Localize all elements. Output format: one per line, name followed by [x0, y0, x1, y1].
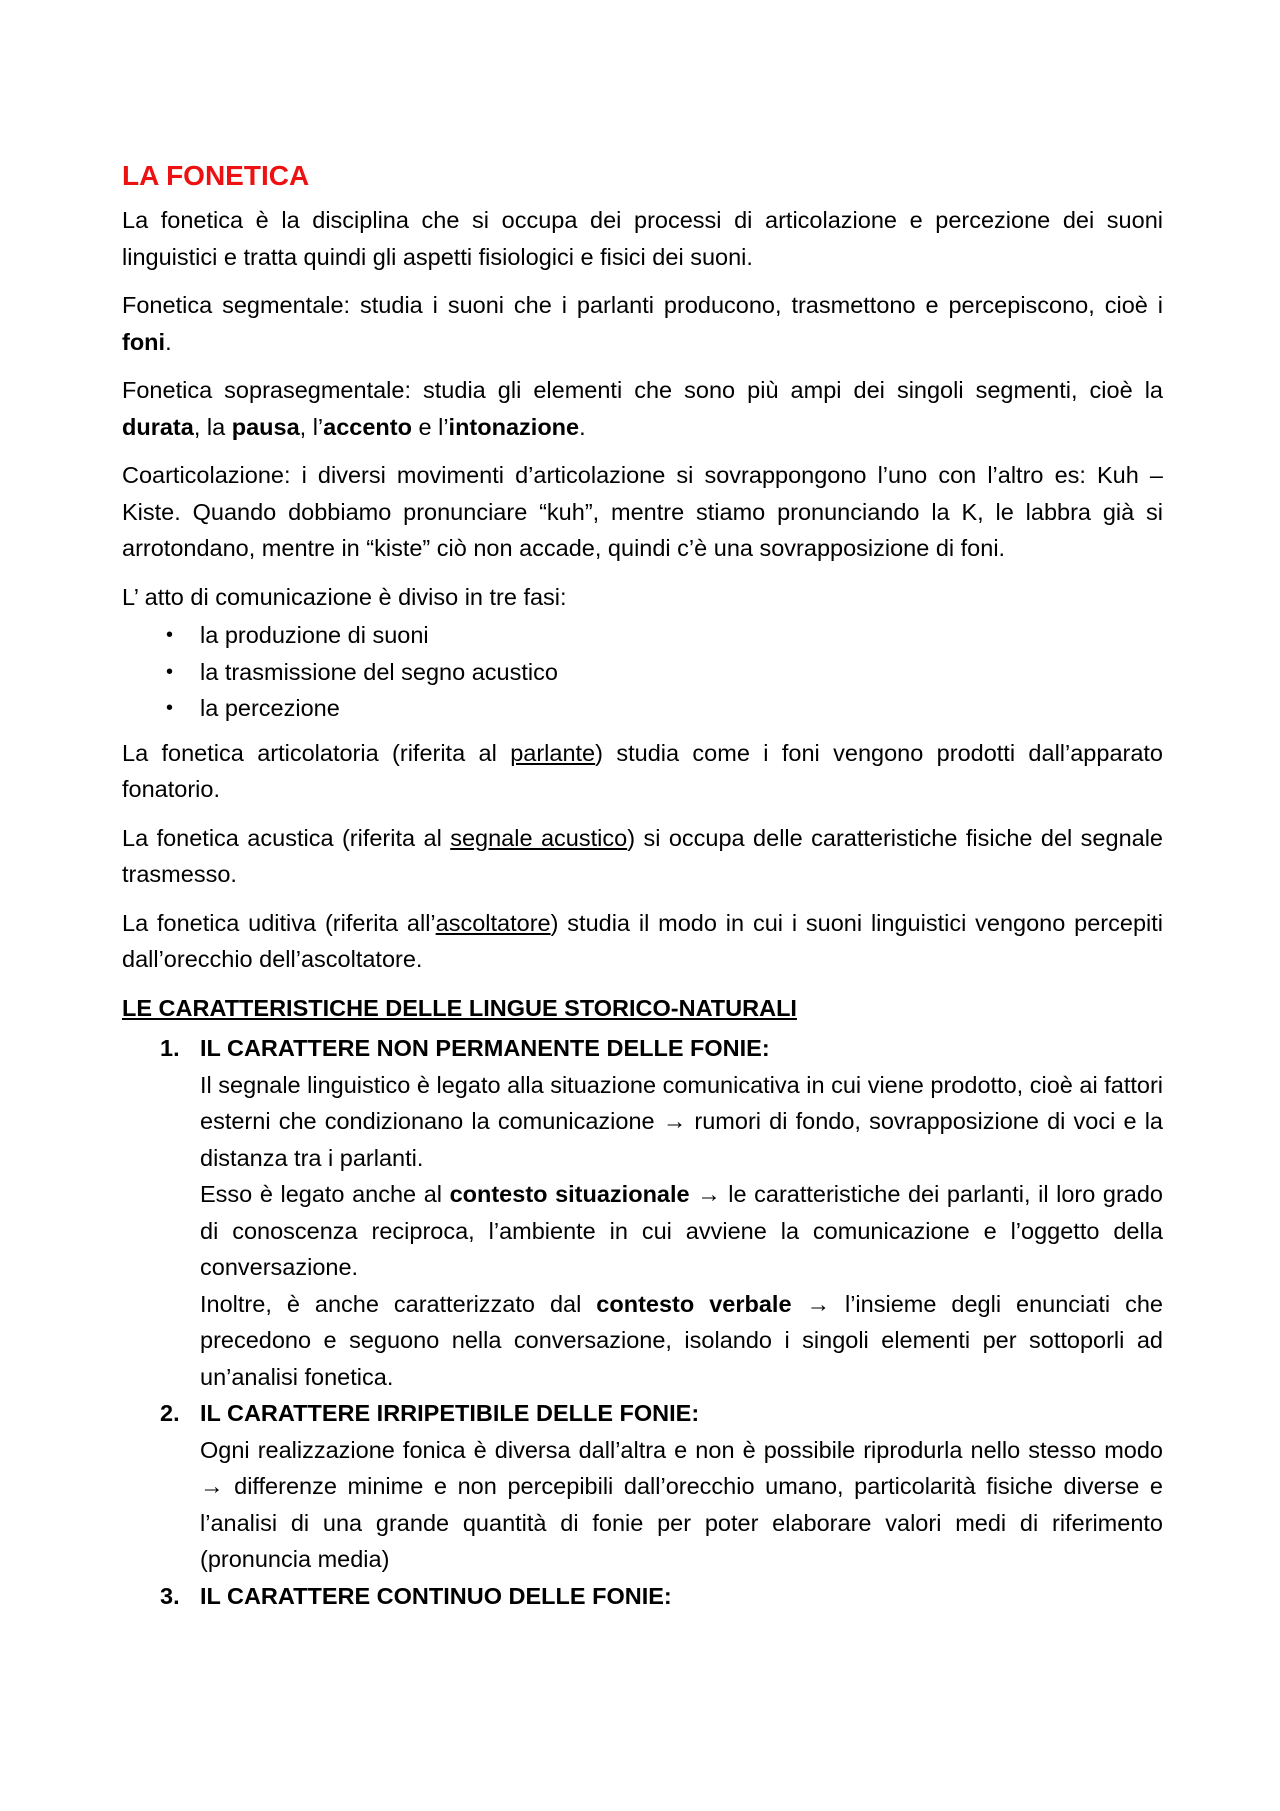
text: .	[579, 413, 586, 440]
text: ) studia come i foni vengono prodotti dall’apparato fonatorio.	[122, 739, 1164, 802]
list-item	[122, 690, 1163, 727]
bullet-icon: •	[166, 697, 174, 719]
numbered-item	[122, 1395, 1163, 1578]
paragraph-acustica	[122, 820, 1163, 893]
paragraph-atto-comunicazione: L’ atto di comunicazione è diviso in tre fasi:	[122, 583, 567, 610]
bullet-list	[122, 617, 1163, 727]
bullet-icon: •	[166, 660, 174, 683]
item-heading: IL CARATTERE NON PERMANENTE DELLE FONIE:	[200, 1035, 770, 1061]
bold-term-accento: accento	[323, 413, 412, 440]
page-title: LA FONETICA	[122, 160, 310, 191]
text: ) studia il modo in cui i suoni linguistici vengono percepiti dall’orecchio dell’ascoltatore.	[122, 909, 1163, 972]
paragraph-articolatoria	[122, 735, 1163, 808]
item-heading: IL CARATTERE IRRIPETIBILE DELLE FONIE:	[200, 1400, 700, 1426]
bold-term-pausa: pausa	[231, 413, 300, 440]
item-body	[200, 1286, 1163, 1396]
underlined-term-parlante: parlante	[510, 739, 596, 766]
paragraph-soprasegmentale	[122, 372, 1163, 445]
text: Fonetica segmentale: studia i suoni che i parlanti producono, trasmettono e percepiscono, cioè i	[122, 292, 1163, 318]
item-body: Ogni realizzazione fonica è diversa dall’altra e non è possibile riprodurla nello stesso modo → differenze minime e non percepibili dall’orecchio umano, particolarità fisiche diverse e l’analisi di una grande quantità di fonie per poter elaborare valori medi di riferimento (pronuncia media)	[200, 1436, 1163, 1572]
paragraph-uditiva	[122, 905, 1163, 978]
bold-term-intonazione: intonazione	[448, 413, 580, 440]
numbered-list	[122, 1030, 1163, 1614]
list-item-text: la produzione di suoni	[200, 622, 429, 648]
text: , la	[193, 413, 232, 440]
bullet-icon: •	[166, 624, 174, 646]
list-item	[122, 617, 1163, 654]
text: Esso è legato anche al	[200, 1181, 450, 1207]
bold-term-durata: durata	[122, 413, 194, 440]
list-item-text: la trasmissione del segno acustico	[200, 658, 558, 685]
text: .	[165, 328, 172, 355]
text: e l’	[411, 413, 449, 440]
item-number: 3.	[160, 1582, 180, 1609]
list-item	[122, 654, 1163, 691]
paragraph-intro: La fonetica è la disciplina che si occupa dei processi di articolazione e percezione dei suoni linguistici e tratta quindi gli aspetti fisiologici e fisici dei suoni.	[122, 207, 1163, 270]
numbered-item	[122, 1030, 1163, 1395]
text: Fonetica soprasegmentale: studia gli elementi che sono più ampi dei singoli segmenti, cioè la	[122, 377, 1163, 403]
text: Inoltre, è anche caratterizzato dal	[200, 1290, 597, 1317]
text: La fonetica articolatoria (riferita al	[122, 739, 511, 766]
text: La fonetica acustica (riferita al	[122, 824, 451, 851]
text: → l’insieme degli enunciati che precedono e seguono nella conversazione, isolando i singoli elementi per sottoporli ad un’analisi fonetica.	[200, 1290, 1163, 1390]
underlined-term-segnale-acustico: segnale acustico	[450, 824, 628, 851]
text: ) si occupa delle caratteristiche fisiche del segnale trasmesso.	[122, 824, 1163, 887]
text: → le caratteristiche dei parlanti, il loro grado di conoscenza reciproca, l’ambiente in cui avviene la comunicazione e l’oggetto della conversazione.	[200, 1181, 1164, 1280]
underlined-term-ascoltatore: ascoltatore	[435, 909, 551, 936]
list-item-text: la percezione	[200, 695, 340, 721]
bold-term-contesto-situazionale: contesto situazionale	[449, 1181, 690, 1207]
item-heading: IL CARATTERE CONTINUO DELLE FONIE:	[200, 1582, 672, 1609]
item-number: 2.	[160, 1400, 180, 1426]
text: , l’	[299, 413, 324, 440]
paragraph-coarticolazione: Coarticolazione: i diversi movimenti d’articolazione si sovrappongono l’uno con l’altro es: Kuh – Kiste. Quando dobbiamo pronunciare “kuh”, mentre stiamo pronunciando la K, le labbra già si arrotondano, mentre in “kiste” ciò non accade, quindi c’è una sovrapposizione di foni.	[122, 462, 1163, 561]
paragraph-segmentale	[122, 287, 1163, 360]
numbered-item	[122, 1578, 1163, 1615]
item-body	[200, 1176, 1163, 1286]
item-body: Il segnale linguistico è legato alla situazione comunicativa in cui viene prodotto, cioè ai fattori esterni che condizionano la comunicazione → rumori di fondo, sovrapposizione di voci e la distanza tra i parlanti.	[200, 1071, 1163, 1171]
bold-term-contesto-verbale: contesto verbale	[596, 1290, 792, 1317]
bold-term-foni: foni	[122, 328, 166, 355]
section-heading: LE CARATTERISTICHE DELLE LINGUE STORICO-NATURALI	[122, 994, 797, 1021]
text: La fonetica uditiva (riferita all’	[122, 909, 436, 936]
item-number: 1.	[160, 1035, 180, 1061]
